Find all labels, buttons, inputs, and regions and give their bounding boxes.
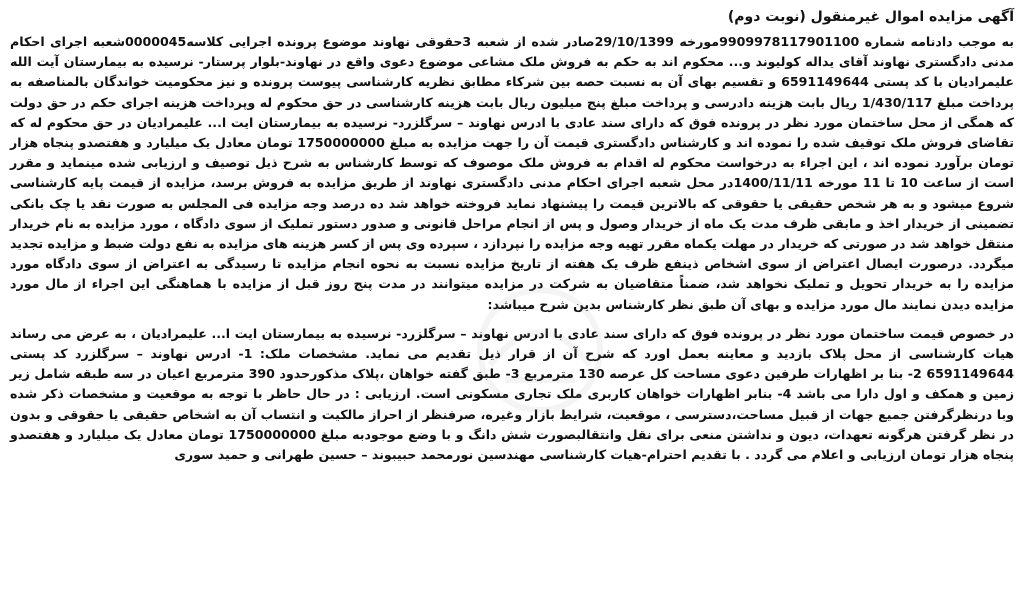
notice-paragraph-appraisal: در خصوص قیمت ساختمان مورد نظر در پرونده فوق که دارای سند عادی با ادرس نهاوند – سرگلزرد- نرسیده به بیمارستان ایت ا... علیمرادیان ، به عرض می رساند هیات کارشناسی از محل پلاک بازدید و معاینه بعمل اورد که شرح آن از قرار ذیل تقدیم می نماید. مشخصات ملک: 1- ادرس نهاوند – سرگلزرد کد پستی 6591149644 2- بنا بر اظهارات طرفین دعوی مساحت کل عرصه 130 مترمربع 3- طبق گفته خواهان ،پلاک مذکورحدود 390 مترمربع اعیان در سه طبقه شامل زیر زمین و همکف و اول دارا می باشد 4- بنابر اظهارات خواهان کاربری ملک تجاری مسکونی است. ارزیابی : در حال حاظر با توجه به موقعیت و مشخصات ذکر شده وبا درنظرگرفتن جمیع جهات از قبیل مساحت،دسترسی ، موقعیت، شرایط بازار وغیره، صرفنظر از احراز مالکیت و انتساب آن به اشخاص حقیقی یا حقوقی و بدون در نظر گرفتن هرگونه تعهدات، دیون و نداشتن منعی برای نقل وانتقالبصورت شش دانگ و با وضع موجودبه مبلغ 1750000000 تومان معادل یک میلیارد و هفتصدو پنجاه هزار تومان ارزیابی و اعلام می گردد . با تقدیم احترام-هیات کارشناسی مهندسین نورمحمد حبیبوند – حسین طهرانی و حمید سوری [10, 325, 1015, 463]
notice-paragraph-main: به موجب دادنامه شماره 9909978117901100مورخه 29/10/1399صادر شده از شعبه 3حقوقی نهاوند موضوع پرونده اجرایی کلاسه0000045شعبه اجرای احکام مدنی دادگستری نهاوند آقای یداله کولیوند و... محکوم اند به حکم به فروش ملک مشاعی موضوع دعوی واقع در نهاوند-بلوار پرستار- نرسیده به بیمارستان آیت الله علیمرادیان با کد پستی 6591149644 و تقسیم بهای آن به نسبت حصه بین شرکاء مطابق نظریه کارشناسی پیوست پرونده و نیز محکومیت خواندگان بالمناصفه به پرداخت مبلغ 1/430/117 ریال بابت هزینه دادرسی و پرداخت مبلغ پنج میلیون ریال بابت هزینه کارشناسی در حق محکوم له وپرداخت هزینه اجرای حکم در حق دولت که همگی از محل ساختمان مورد نظر در پرونده فوق که دارای سند عادی با ادرس نهاوند – سرگلزرد- نرسیده به بیمارستان ایت ا... علیمرادیان در حق محکوم له که تقاضای فروش ملک توقیف شده را نموده اند و کارشناس دادگستری قیمت آن را جهت مزایده به مبلغ 1750000000 تومان معادل یک میلیارد و هفتصدو پنجاه هزار تومان برآورد نموده اند ، این اجراء به درخواست محکوم له اقدام به فروش ملک موصوف که توسط کارشناس به شرح ذیل توصیف و ارزیابی شده مینماید و مقرر است از ساعت 10 تا 11 مورخه 1400/11/11در محل شعبه اجرای احکام مدنی دادگستری نهاوند از طریق مزایده به فروش برسد، مزایده از قیمت پایه کارشناسی شروع میشود و به هر شخص حقیقی یا حقوقی که بالاترین قیمت را پیشنهاد نماید فروخته خواهد شد ده درصد وجه مزایده فی المجلس به صورت نقد یا چک بانکی تضمینی از خریدار اخذ و مابقی ظرف مدت یک ماه از خریدار وصول و پس از انجام مراحل قانونی و صدور دستور تملیک از سوی دادگاه ، مورد مزایده به نام خریدار منتقل خواهد شد در صورتی که خریدار در مهلت یکماه مقرر تهیه وجه مزایده را نپردازد ، سپرده وی پس از کسر هزینه های مزایده به نفع دولت ضبط و مزایده تجدید میگردد. درصورت ایصال اعتراض از سوی اشخاص ذینفع ظرف یک هفته از تاریخ مزایده نسبت به نحوه انجام مزایده تا رسیدگی به اعتراض از سوی دادگاه مورد مزایده را به خریدار تحویل و تملیک نخواهد شد، ضمناً متقاضیان به شرکت در مزایده میتوانند در مدت پنج روز قبل از مزایده با هماهنگی این اجراء از مال مورد مزایده دیدن نمایند مال مورد مزایده و بهای آن طبق نظر کارشناس بدین شرح میباشد: [10, 34, 1015, 312]
notice-title: آگهی مزایده اموال غیرمنقول (نوبت دوم) [727, 9, 1014, 25]
